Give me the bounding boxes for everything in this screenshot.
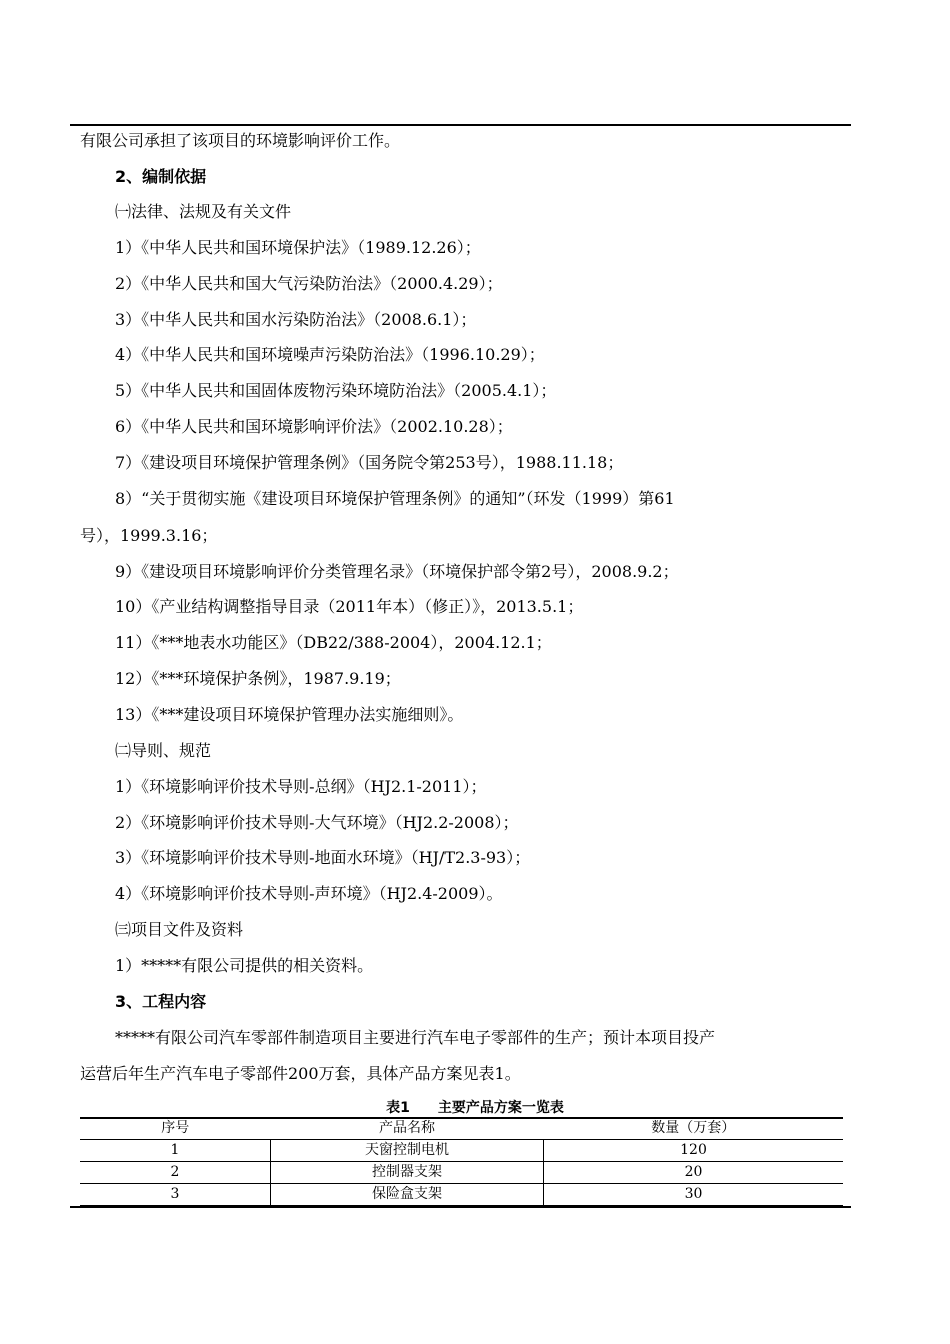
section-3-heading: 3、工程内容 <box>115 992 207 1011</box>
part-1-heading: ㈠法律、法规及有关文件 <box>115 202 292 221</box>
intro-tail-text: 有限公司承担了该项目的环境影响评价工作。 <box>80 131 401 150</box>
section-3-paragraph-line-2: 运营后年生产汽车电子零部件200万套，具体产品方案见表1。 <box>80 1064 521 1083</box>
law-item: 1）《中华人民共和国环境保护法》（1989.12.26）； <box>115 238 481 257</box>
guide-item: 3）《环境影响评价技术导则-地面水环境》（HJ/T2.3-93）； <box>115 848 531 867</box>
law-item: 6）《中华人民共和国环境影响评价法》（2002.10.28）； <box>115 417 513 436</box>
table-cell: 保险盒支架 <box>271 1184 544 1206</box>
guide-item: 1）《环境影响评价技术导则-总纲》（HJ2.1-2011）； <box>115 777 487 796</box>
law-item: 5）《中华人民共和国固体废物污染环境防治法》（2005.4.1）； <box>115 381 557 400</box>
header-rule <box>70 124 851 126</box>
law-item: 12）《***环境保护条例》，1987.9.19； <box>115 669 401 688</box>
doc-item: 1）*****有限公司提供的相关资料。 <box>115 956 374 975</box>
table-cell: 1 <box>80 1140 271 1162</box>
table-row <box>80 1140 843 1162</box>
law-item: 2）《中华人民共和国大气污染防治法》（2000.4.29）； <box>115 274 503 293</box>
section-2-heading: 2、编制依据 <box>115 167 207 186</box>
product-table <box>80 1118 843 1206</box>
law-item: 9）《建设项目环境影响评价分类管理名录》（环境保护部令第2号），2008.9.2； <box>115 562 679 581</box>
guide-item: 4）《环境影响评价技术导则-声环境》（HJ2.4-2009）。 <box>115 884 503 903</box>
column-header-quantity: 数量（万套） <box>544 1118 844 1140</box>
table-cell: 20 <box>544 1162 844 1184</box>
law-item-continued: 号），1999.3.16； <box>80 526 218 545</box>
guide-item: 2）《环境影响评价技术导则-大气环境》（HJ2.2-2008）； <box>115 813 519 832</box>
table-header-row <box>80 1118 843 1140</box>
table-cell: 控制器支架 <box>271 1162 544 1184</box>
part-3-heading: ㈢项目文件及资料 <box>115 920 244 939</box>
law-item: 7）《建设项目环境保护管理条例》（国务院令第253号），1988.11.18； <box>115 453 624 472</box>
table-1-caption: 表1 主要产品方案一览表 <box>386 1100 564 1116</box>
table-cell: 2 <box>80 1162 271 1184</box>
law-item: 3）《中华人民共和国水污染防治法》（2008.6.1）； <box>115 310 477 329</box>
section-3-paragraph-line-1: *****有限公司汽车零部件制造项目主要进行汽车电子零部件的生产；预计本项目投产 <box>115 1028 716 1047</box>
table-cell: 120 <box>544 1140 844 1162</box>
table-row <box>80 1162 843 1184</box>
column-header-index: 序号 <box>80 1118 271 1140</box>
table-cell: 3 <box>80 1184 271 1206</box>
table-cell: 天窗控制电机 <box>271 1140 544 1162</box>
part-2-heading: ㈡导则、规范 <box>115 741 212 760</box>
footer-rule <box>70 1206 851 1208</box>
table-cell: 30 <box>544 1184 844 1206</box>
law-item: 11）《***地表水功能区》（DB22/388-2004），2004.12.1； <box>115 633 552 652</box>
column-header-product-name: 产品名称 <box>271 1118 544 1140</box>
law-item: 13）《***建设项目环境保护管理办法实施细则》。 <box>115 705 464 724</box>
table-row <box>80 1184 843 1206</box>
law-item: 4）《中华人民共和国环境噪声污染防治法》（1996.10.29）； <box>115 345 545 364</box>
law-item: 10）《产业结构调整指导目录（2011年本）（修正）》，2013.5.1； <box>115 597 584 616</box>
law-item: 8）“关于贯彻实施《建设项目环境保护管理条例》的通知”（环发（1999）第61 <box>115 489 675 508</box>
